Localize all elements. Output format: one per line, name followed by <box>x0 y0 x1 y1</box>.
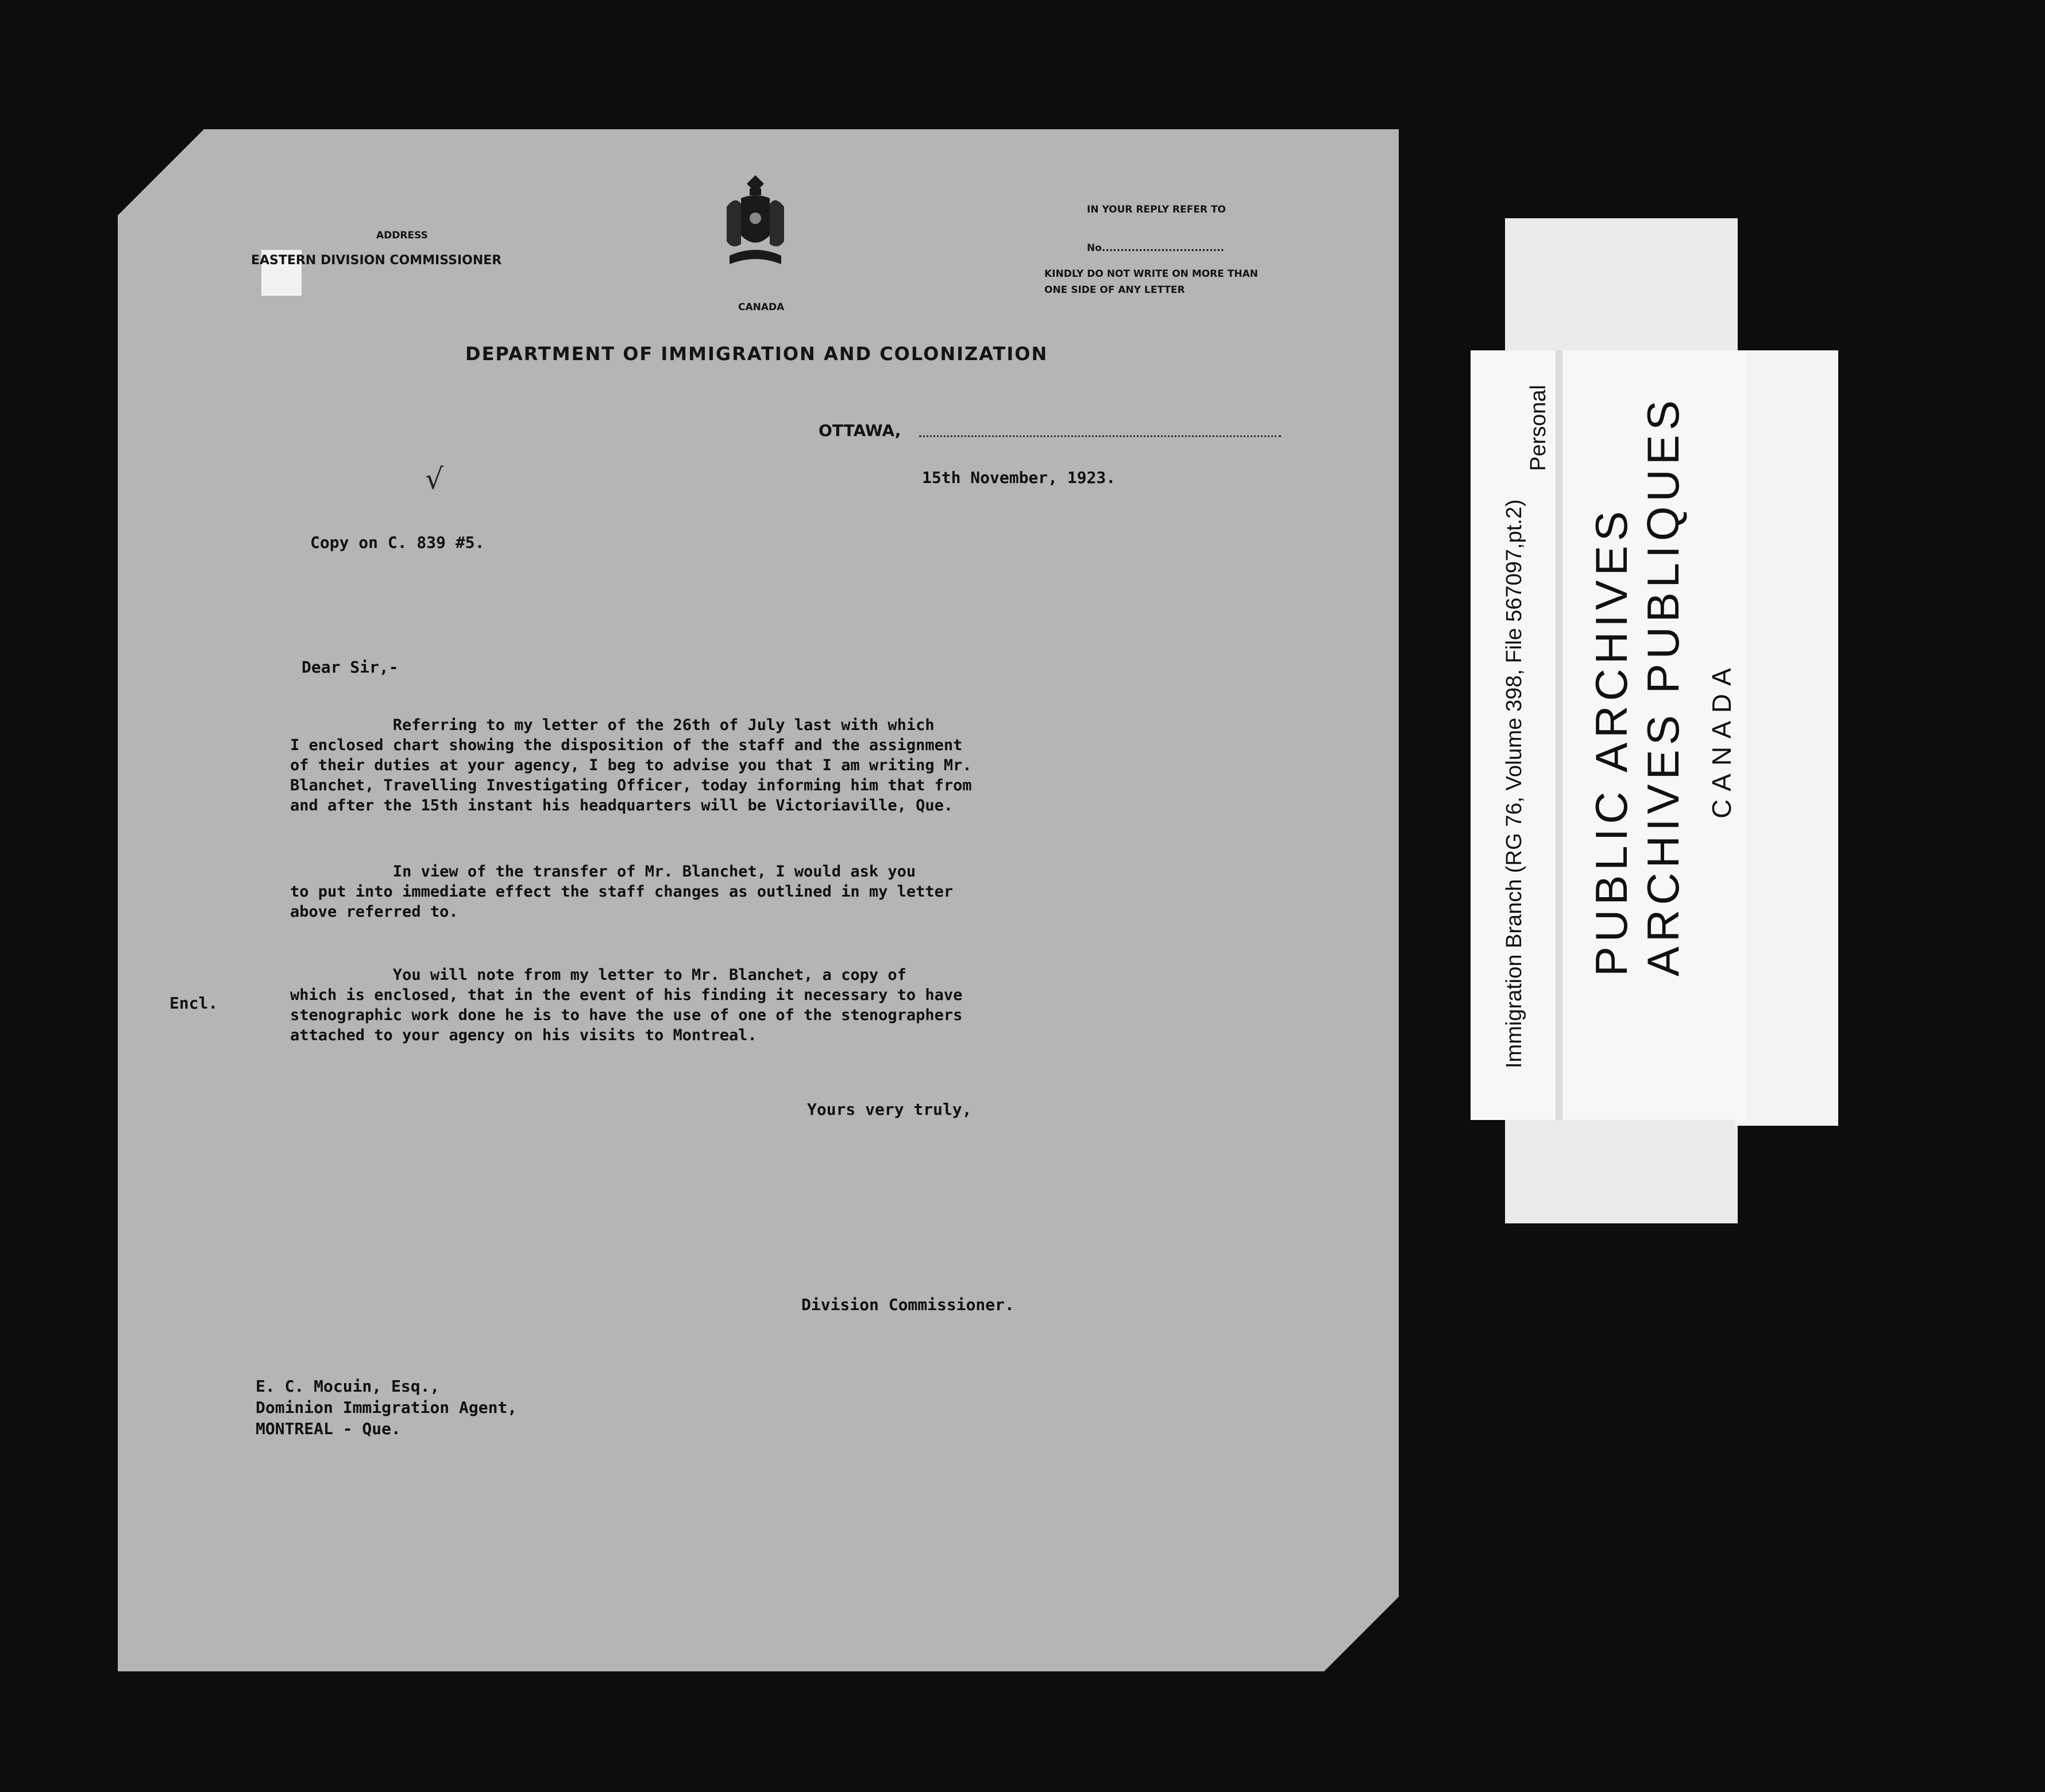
closing: Yours very truly, <box>807 1100 972 1119</box>
archive-reference <box>1502 385 1550 1068</box>
copy-note: Copy on C. 839 #5. <box>310 533 485 552</box>
archive-reference-line-2: Personal <box>1526 385 1550 471</box>
archive-label-side-strip <box>1735 350 1838 1126</box>
archive-title <box>1585 396 1689 976</box>
signature-title: Division Commissioner. <box>801 1295 1014 1314</box>
place-label: OTTAWA, <box>819 421 901 440</box>
address-value: EASTERN DIVISION COMMISSIONER <box>251 253 502 268</box>
body-paragraph-3: You will note from my letter to Mr. Blanchet, a copy of which is enclosed, that in the event of his finding it necessary to have stenographic work done he is to have the use of one of the stenographers attached to your agency on his visits to Montreal. <box>290 966 963 1044</box>
crest-label: CANADA <box>738 302 785 313</box>
reference-number-field: No................................. <box>1087 242 1225 254</box>
place-dotted-line <box>919 435 1281 437</box>
coat-of-arms-icon <box>724 172 787 281</box>
department-title: DEPARTMENT OF IMMIGRATION AND COLONIZATION <box>465 343 1048 365</box>
enclosure-note: Encl. <box>169 994 218 1013</box>
archive-title-english: PUBLIC ARCHIVES <box>1586 507 1637 976</box>
archive-title-french: ARCHIVES PUBLIQUES <box>1638 396 1688 976</box>
body-paragraph-2: In view of the transfer of Mr. Blanchet, I would ask you to put into immediate effect the staff changes as outlined in my letter above referred to. <box>290 863 954 921</box>
write-instruction-line-1: KINDLY DO NOT WRITE ON MORE THAN <box>1044 268 1259 280</box>
addressee-block: E. C. Mocuin, Esq., Dominion Immigration Agent, MONTREAL - Que. <box>256 1377 518 1438</box>
salutation: Dear Sir,- <box>302 658 399 677</box>
reply-refer-label: IN YOUR REPLY REFER TO <box>1087 204 1226 215</box>
write-instruction-line-2: ONE SIDE OF ANY LETTER <box>1044 284 1185 296</box>
folded-corner-top-left <box>118 129 204 215</box>
address-label: ADDRESS <box>376 230 428 241</box>
archive-reference-line-1: Immigration Branch (RG 76, Volume 398, File 567097,pt.2) <box>1502 499 1526 1068</box>
archive-country: CANADA <box>1707 660 1737 818</box>
letter-page <box>118 129 1399 1671</box>
folded-corner-bottom-right <box>1324 1597 1399 1671</box>
body-paragraph-1: Referring to my letter of the 26th of July last with which I enclosed chart showing the disposition of the staff and the assignment of their duties at your agency, I beg to advise you that I am writing Mr. Blanchet, Travelling Investigating Officer, today informing him that from and after the 15th instant his headquarters will be Victoriaville, Que. <box>290 716 972 814</box>
letter-date: 15th November, 1923. <box>922 468 1116 487</box>
label-divider <box>1556 350 1562 1120</box>
check-mark-icon: √ <box>425 462 443 496</box>
